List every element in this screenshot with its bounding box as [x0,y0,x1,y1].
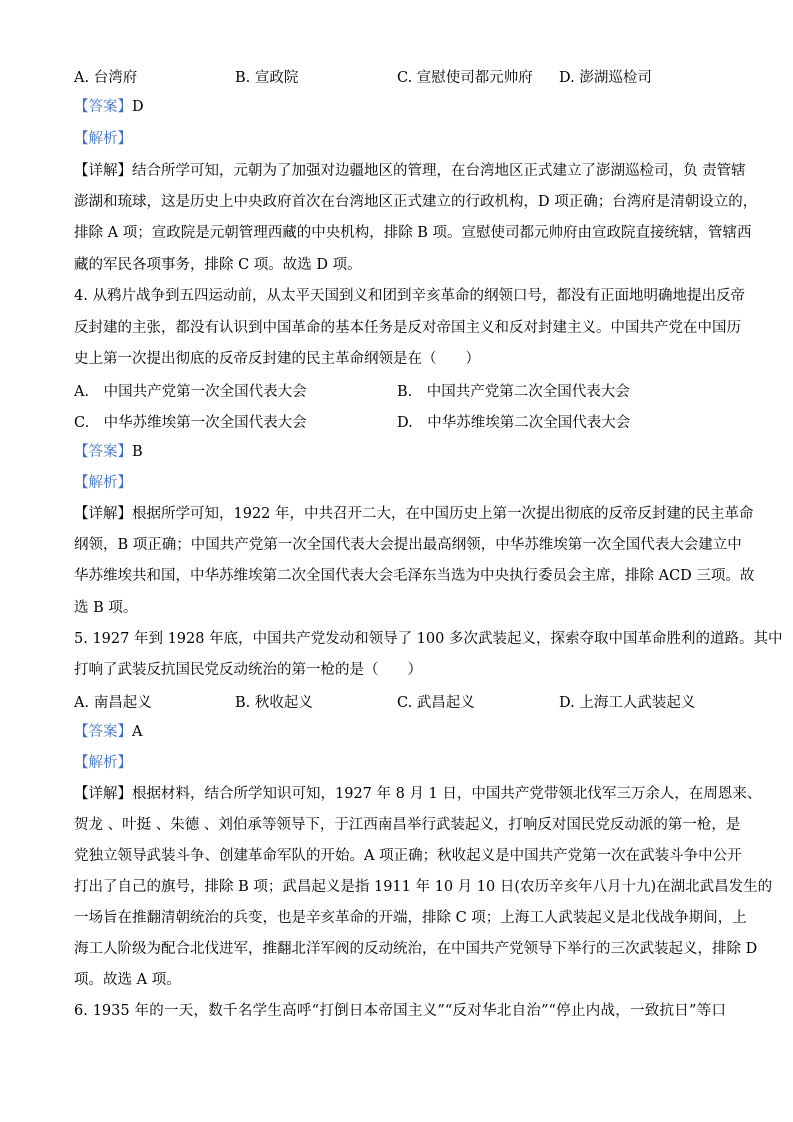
q6-stem-line-1: 6. 1935 年的一天，数千名学生高呼“打倒日本帝国主义”“反对华北自治”“停止内战，一致抗日”等口 [74,1003,726,1019]
q3-answer-line [74,97,726,117]
q4-detail-line-3: 华苏维埃共和国，中华苏维埃第二次全国代表大会毛泽东当选为中央执行委员会主席，排除 ACD 三项。故 [74,568,755,584]
q5-detail-line-7: 项。故选 A 项。 [74,972,181,988]
q5-analysis-tag: 【解析】 [74,755,132,771]
q4-detail-line-1: 【详解】根据所学可知，1922 年，中共召开二大，在中国历史上第一次提出彻底的反帝反封建的民主革命 [74,506,754,522]
q3-detail-line-3: 排除 A 项；宣政院是元朝管理西藏的中央机构，排除 B 项。宣慰使司都元帅府由宣政院直接统辖，管辖西 [74,225,752,241]
detail-tag: 【详解】 [74,786,132,802]
q5-detail-line-4: 打出了自己的旗号，排除 B 项；武昌起义是指 1911 年 10 月 10 日(农历辛亥年八月十九)在湖北武昌发生的 [74,879,773,895]
q4-stem-line-1: 4. 从鸦片战争到五四运动前，从太平天国到义和团到辛亥革命的纲领口号，都没有正面地明确地提出反帝 [74,288,745,304]
answer-tag: 【答案】 [74,444,132,460]
q3-option-a: A. 台湾府 [74,70,138,86]
q4-option-a: A. 中国共产党第一次全国代表大会 [74,384,307,400]
q5-option-c: C. 武昌起义 [397,695,475,711]
q4-answer: B [132,444,143,460]
q4-option-b: B. 中国共产党第二次全国代表大会 [397,384,630,400]
answer-tag: 【答案】 [74,99,132,115]
q3-detail-line-2: 澎湖和琉球，这是历史上中央政府首次在台湾地区正式建立的行政机构，D 项正确；台湾府是清朝设立的， [74,194,758,210]
q4-analysis-tag: 【解析】 [74,475,132,491]
q5-option-b: B. 秋收起义 [235,695,313,711]
q5-answer: A [132,724,143,740]
q5-detail-line-2: 贺龙 、叶挺 、朱德 、刘伯承等领导下，于江西南昌举行武装起义，打响反对国民党反动派的第一枪，是 [74,817,741,833]
q3-detail-line-4: 藏的军民各项事务，排除 C 项。故选 D 项。 [74,257,362,273]
q5-option-a: A. 南昌起义 [74,695,152,711]
q4-detail-line-2: 纲领，B 项正确；中国共产党第一次全国代表大会提出最高纲领，中华苏维埃第一次全国代表大会建立中 [74,537,742,553]
detail-tag: 【详解】 [74,506,132,522]
q4-option-c: C. 中华苏维埃第一次全国代表大会 [74,415,307,431]
q3-answer: D [132,99,144,115]
q4-detail-line-4: 选 B 项。 [74,600,138,616]
q3-detail-line-1: 【详解】结合所学可知，元朝为了加强对边疆地区的管理，在台湾地区正式建立了澎湖巡检司，负 责管辖 [74,163,746,179]
detail-tag: 【详解】 [74,163,132,179]
q5-detail-line-5: 一场旨在推翻清朝统治的兵变，也是辛亥革命的开端，排除 C 项；上海工人武装起义是北伐战争期间，上 [74,910,747,926]
q3-analysis-tag: 【解析】 [74,131,132,147]
q5-stem-line-1: 5. 1927 年到 1928 年底，中国共产党发动和领导了 100 多次武装起义，探索夺取中国革命胜利的道路。其中 [74,631,783,647]
q5-option-d: D. 上海工人武装起义 [559,695,696,711]
q3-option-d: D. 澎湖巡检司 [559,70,652,86]
answer-tag: 【答案】 [74,724,132,740]
q5-detail-line-1: 【详解】根据材料，结合所学知识可知，1927 年 8 月 1 日，中国共产党带领北伐军三万余人，在周恩来、 [74,786,762,802]
q4-option-d: D. 中华苏维埃第二次全国代表大会 [397,415,631,431]
q3-option-b: B. 宣政院 [235,70,299,86]
q5-detail-line-6: 海工人阶级为配合北伐进军，推翻北洋军阀的反动统治，在中国共产党领导下举行的三次武装起义，排除 D [74,941,758,957]
q5-stem-line-2: 打响了武装反抗国民党反动统治的第一枪的是（ ） [74,662,422,678]
q4-stem-line-3: 史上第一次提出彻底的反帝反封建的民主革命纲领是在（ ） [74,351,480,367]
q3-option-c: C. 宣慰使司都元帅府 [397,70,533,86]
q5-answer-line [74,722,726,742]
q5-detail-line-3: 党独立领导武装斗争、创建革命军队的开始。A 项正确；秋收起义是中国共产党第一次在武装斗争中公开 [74,848,742,864]
q4-answer-line [74,442,726,462]
q4-stem-line-2: 反封建的主张，都没有认识到中国革命的基本任务是反对帝国主义和反对封建主义。中国共产党在中国历 [74,320,741,336]
